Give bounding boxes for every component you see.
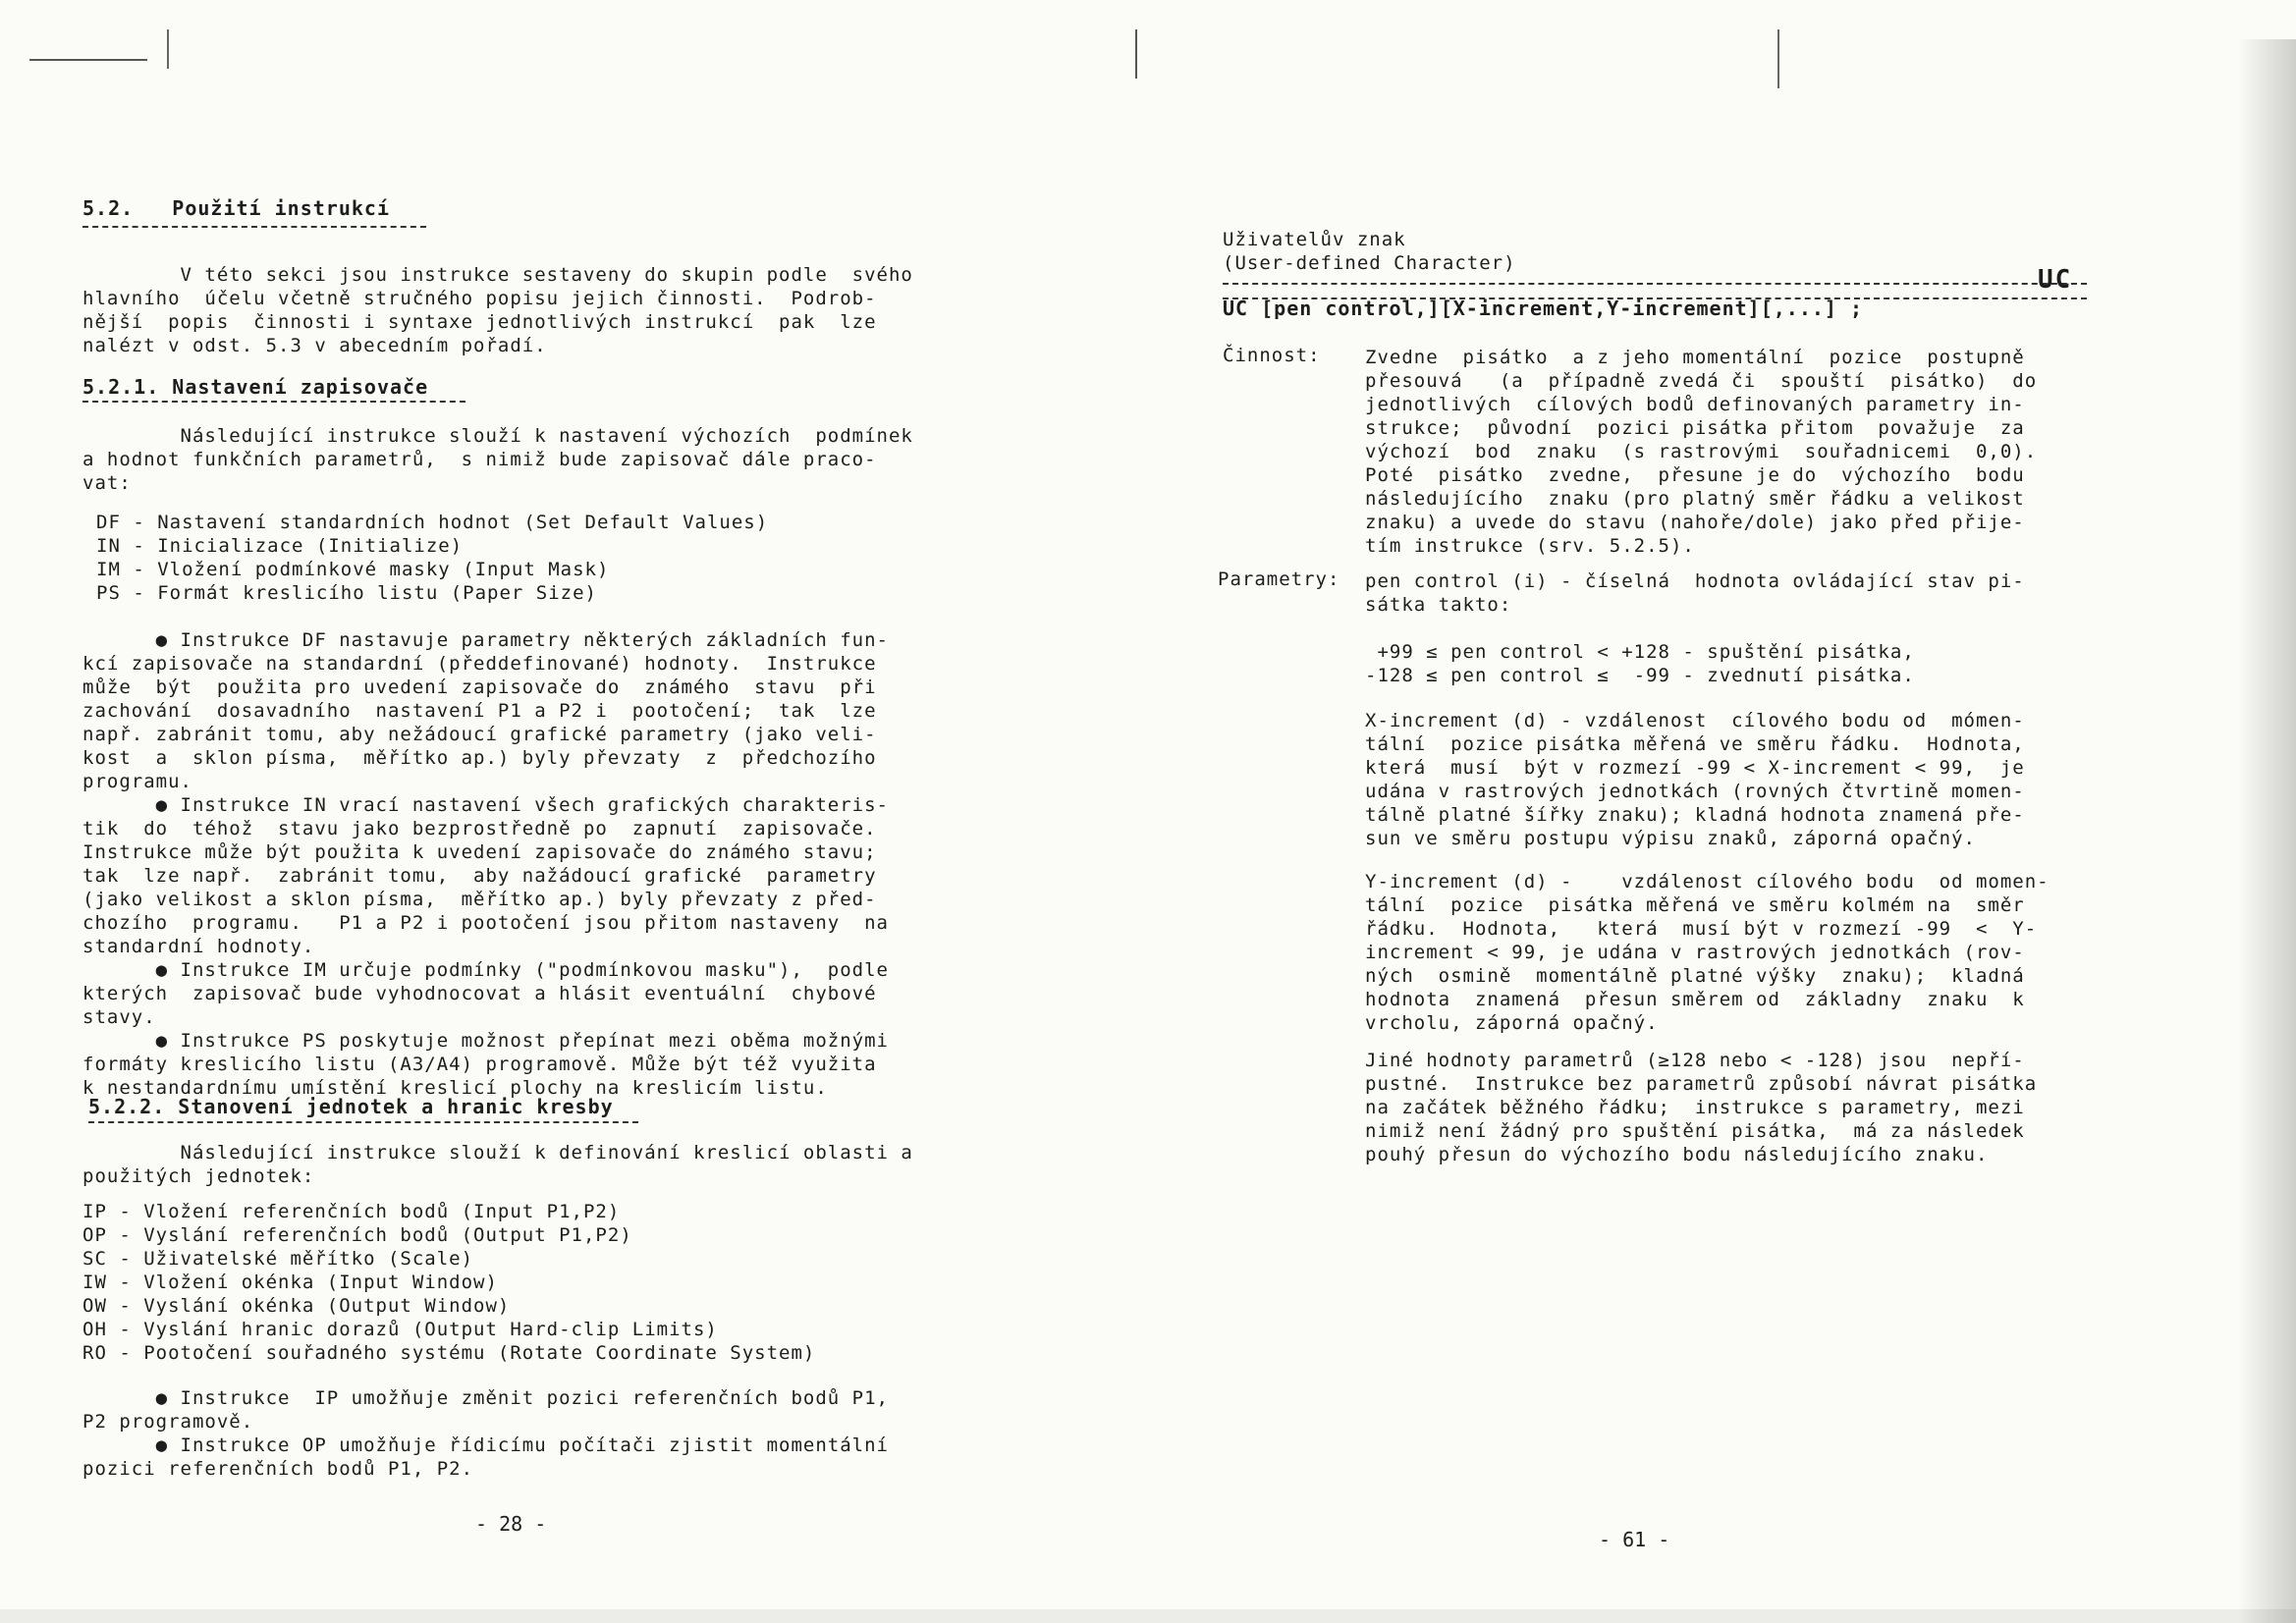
text-line: increment < 99, je udána v rastrových jednotkách (rov- xyxy=(1365,942,2025,963)
text-line: ● Instrukce IM určuje podmínky ("podmínkovou masku"), podle xyxy=(82,959,889,981)
subsection-underline-1 xyxy=(82,401,465,403)
text-line: a hodnot funkčních parametrů, s nimiž bude zapisovač dále praco- xyxy=(82,449,877,470)
subsection-2-descriptions xyxy=(82,1386,889,1481)
text-line: ● Instrukce IN vrací nastavení všech grafických charakteris- xyxy=(82,794,889,816)
text-line: X-increment (d) - vzdálenost cílového bodu od mómen- xyxy=(1365,710,2025,731)
text-line: hlavního účelu včetně stručného popisu jejich činnosti. Podrob- xyxy=(82,288,877,309)
subsection-underline-2 xyxy=(88,1121,638,1123)
text-line: tálně platné šířky znaku); kladná hodnota znamená pře- xyxy=(1365,804,2025,826)
text-line: jednotlivých cílových bodů definovaných parametry in- xyxy=(1365,394,2025,415)
text-line: programu. xyxy=(82,771,192,792)
text-line: tak lze např. zabránit tomu, aby nažádoucí grafické parametry xyxy=(82,865,877,887)
text-line: +99 ≤ pen control < +128 - spuštění pisátka, xyxy=(1365,641,1915,663)
other-values-description xyxy=(1365,1049,2037,1166)
subsection-1-intro xyxy=(82,424,913,495)
text-line: Jiné hodnoty parametrů (≥128 nebo < -128) jsou nepří- xyxy=(1365,1050,2025,1071)
subsection-1-descriptions xyxy=(82,628,889,1100)
text-line: nimiž není žádný pro spuštění pisátka, má za následek xyxy=(1365,1120,2025,1142)
text-line: kcí zapisovače na standardní (předdefinované) hodnoty. Instrukce xyxy=(82,653,877,675)
text-line: formáty kreslicího listu (A3/A4) programově. Může být též využita xyxy=(82,1054,877,1075)
text-line: DF - Nastavení standardních hodnot (Set Default Values) xyxy=(96,512,769,533)
text-line: Následující instrukce slouží k definování kreslicí oblasti a xyxy=(82,1142,913,1163)
text-line: kterých zapisovač bude vyhodnocovat a hlásit eventuální chybové xyxy=(82,983,877,1004)
text-line: pozici referenčních bodů P1, P2. xyxy=(82,1458,474,1480)
text-line: stavy. xyxy=(82,1006,156,1028)
text-line: Poté pisátko zvedne, přesune je do výchozího bodu xyxy=(1365,464,2025,486)
text-line: PS - Formát kreslicího listu (Paper Size) xyxy=(96,582,597,604)
subsection-2-instruction-list xyxy=(82,1200,815,1365)
text-line: sun ve směru postupu výpisu znaků, záporná opačný. xyxy=(1365,828,1976,849)
text-line: ● Instrukce DF nastavuje parametry některých základních fun- xyxy=(82,629,889,651)
text-line: IM - Vložení podmínkové masky (Input Mask) xyxy=(96,559,610,580)
parametry-description xyxy=(1365,569,2025,617)
text-line: řádku. Hodnota, která musí být v rozmezí -99 < Y- xyxy=(1365,918,2038,940)
text-line: Následující instrukce slouží k nastavení výchozích podmínek xyxy=(82,425,913,447)
page-number: - 61 - xyxy=(1599,1528,1670,1551)
text-line: standardní hodnoty. xyxy=(82,936,315,957)
subsection-heading-2: 5.2.2. Stanovení jednotek a hranic kresby xyxy=(88,1095,614,1118)
text-line: Y-increment (d) - vzdálenost cílového bodu od momen- xyxy=(1365,871,2050,893)
text-line: která musí být v rozmezí -99 < X-increment < 99, je xyxy=(1365,757,2025,779)
text-line: -128 ≤ pen control ≤ -99 - zvednutí pisátka. xyxy=(1365,665,1915,686)
subsection-2-intro xyxy=(82,1141,913,1188)
section-heading: 5.2. Použití instrukcí xyxy=(82,196,390,220)
text-line: ných osmině momentálně platné výšky znaku); kladná xyxy=(1365,965,2025,987)
text-line: pouhý přesun do výchozího bodu následujícího znaku. xyxy=(1365,1144,1989,1165)
text-line: RO - Pootočení souřadného systému (Rotate Coordinate System) xyxy=(82,1342,816,1364)
text-line: Instrukce může být použita k uvedení zapisovače do známého stavu; xyxy=(82,841,877,863)
text-line: IW - Vložení okénka (Input Window) xyxy=(82,1271,498,1293)
text-line: Uživatelův znak xyxy=(1223,229,1406,250)
subsection-1-instruction-list xyxy=(96,511,768,605)
text-line: V této sekci jsou instrukce sestaveny do skupin podle svého xyxy=(82,264,913,286)
text-line: použitých jednotek: xyxy=(82,1165,315,1187)
text-line: (jako velikost a sklon písma, měřítko ap.) byly převzaty z před- xyxy=(82,889,877,910)
right-page xyxy=(1129,0,2296,1623)
text-line: OH - Vyslání hranic dorazů (Output Hard-clip Limits) xyxy=(82,1319,718,1340)
heading-underline xyxy=(82,226,426,228)
text-line: hodnota znamená přesun směrem od základny znaku k xyxy=(1365,989,2025,1010)
text-line: ● Instrukce IP umožňuje změnit pozici referenčních bodů P1, xyxy=(82,1387,889,1409)
text-line: ● Instrukce OP umožňuje řídicímu počítači zjistit momentální xyxy=(82,1434,889,1456)
text-line: tální pozice pisátka měřená ve směru řádku. Hodnota, xyxy=(1365,733,2025,755)
text-line: chozího programu. P1 a P2 i pootočení jsou přitom nastaveny na xyxy=(82,912,889,934)
text-line: přesouvá (a případně zvedá či spouští pisátko) do xyxy=(1365,370,2038,392)
text-line: strukce; původní pozici pisátka přitom považuje za xyxy=(1365,417,2025,439)
text-line: Zvedne pisátko a z jeho momentální pozice postupně xyxy=(1365,347,2025,368)
cinnost-label: Činnost: xyxy=(1223,345,1321,366)
text-line: vat: xyxy=(82,472,132,494)
text-line: kost a sklon písma, měřítko ap.) byly převzaty z předchozího xyxy=(82,747,877,769)
text-line: IP - Vložení referenčních bodů (Input P1,P2) xyxy=(82,1201,621,1222)
text-line: pen control (i) - číselná hodnota ovládající stav pi- xyxy=(1365,570,2025,592)
text-line: vrcholu, záporná opačný. xyxy=(1365,1012,1659,1034)
text-line: k nestandardnímu umístění kreslicí plochy na kreslicím listu. xyxy=(82,1077,828,1099)
text-line: OP - Vyslání referenčních bodů (Output P1,P2) xyxy=(82,1224,632,1246)
text-line: na začátek běžného řádku; instrukce s parametry, mezi xyxy=(1365,1097,2025,1118)
text-line: (User-defined Character) xyxy=(1223,252,1516,274)
text-line: tik do téhož stavu jako bezprostředně po zapnutí zapisovače. xyxy=(82,818,877,839)
text-line: nalézt v odst. 5.3 v abecedním pořadí. xyxy=(82,335,547,356)
text-line: nější popis činnosti i syntaxe jednotlivých instrukcí pak lze xyxy=(82,311,877,333)
left-page xyxy=(0,0,1129,1623)
text-line: IN - Inicializace (Initialize) xyxy=(96,535,464,557)
text-line: tální pozice pisátka měřená ve směru kolmém na směr xyxy=(1365,894,2025,916)
text-line: sátka takto: xyxy=(1365,594,1512,616)
text-line: P2 programově. xyxy=(82,1411,254,1433)
y-increment-description xyxy=(1365,870,2050,1035)
text-line: např. zabránit tomu, aby nežádoucí grafické parametry (jako veli- xyxy=(82,724,877,745)
scan-edge-shadow xyxy=(2237,39,2296,1623)
pen-control-values xyxy=(1365,640,1915,687)
instruction-code: UC xyxy=(2038,265,2073,295)
text-line: zachování dosavadního nastavení P1 a P2 i pootočení; tak lze xyxy=(82,700,877,722)
text-line: tím instrukce (srv. 5.2.5). xyxy=(1365,535,1695,557)
text-line: OW - Vyslání okénka (Output Window) xyxy=(82,1295,511,1317)
instruction-title xyxy=(1223,228,1516,275)
title-underline xyxy=(1223,283,2087,285)
instruction-syntax: UC [pen control,][X-increment,Y-increment][,...] ; xyxy=(1223,297,1864,320)
intro-paragraph xyxy=(82,263,913,357)
page-number: - 28 - xyxy=(475,1512,547,1536)
parametry-label: Parametry: xyxy=(1218,568,1340,590)
text-line: udána v rastrových jednotkách (rovných čtvrtině momen- xyxy=(1365,781,2025,802)
text-line: ● Instrukce PS poskytuje možnost přepínat mezi oběma možnými xyxy=(82,1030,889,1052)
subsection-heading-1: 5.2.1. Nastavení zapisovače xyxy=(82,375,429,399)
text-line: znaku) a uvede do stavu (nahoře/dole) jako před přije- xyxy=(1365,512,2025,533)
cinnost-description xyxy=(1365,346,2037,558)
text-line: výchozí bod znaku (s rastrovými souřadnicemi 0,0). xyxy=(1365,441,2038,462)
text-line: SC - Uživatelské měřítko (Scale) xyxy=(82,1248,474,1270)
text-line: pustné. Instrukce bez parametrů způsobí návrat pisátka xyxy=(1365,1073,2038,1095)
x-increment-description xyxy=(1365,709,2025,850)
text-line: může být použita pro uvedení zapisovače do známého stavu při xyxy=(82,676,877,698)
text-line: následujícího znaku (pro platný směr řádku a velikost xyxy=(1365,488,2025,510)
